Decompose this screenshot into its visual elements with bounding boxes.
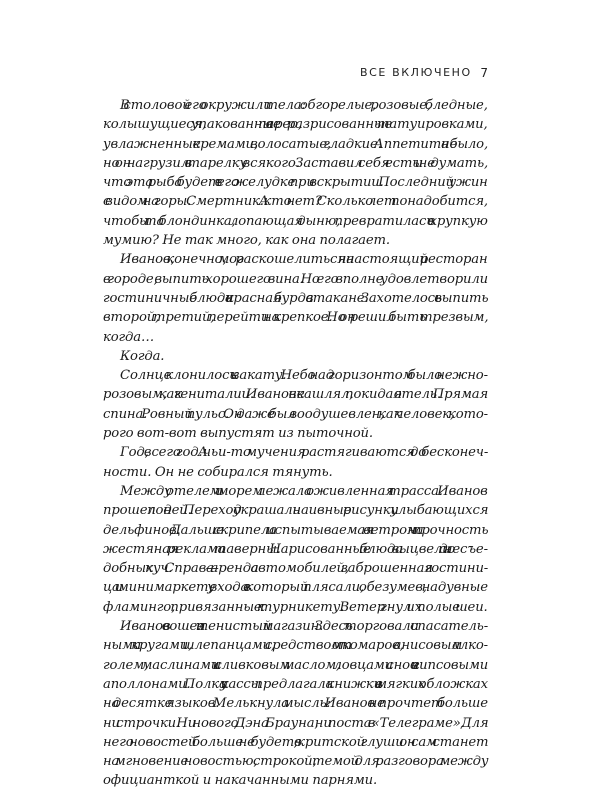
text-line: с видом на горы. Смертник. А кто нет? Сколько лет понадобится, xyxy=(103,194,488,210)
text-line: Солнце клонилось к закату. Небо над горизонтом было нежно- xyxy=(120,368,488,384)
text-line: чтобы та блондинка, лопающая дыню, превратилась в хрупкую xyxy=(103,213,488,229)
text-line: гостиничные блюда и красная бурда в стакане. Захотелось выпить xyxy=(103,290,489,306)
text-line: мумию? Не так много, как она полагает. xyxy=(103,233,390,249)
text-line: на десятке языков. Мелькнула мысль: Иванов не прочтет больше xyxy=(103,696,488,712)
text-line: аполлонами. Полка у кассы предлагала книжки в мягких обложках xyxy=(103,676,488,692)
text-line: Между отелем и морем лежала оживленная трасса. Иванов xyxy=(120,483,488,499)
text-line: в городе, выпить хорошего вина. Но его вполне удовлетворили xyxy=(103,271,488,287)
text-line: но он нагрузил в тарелку всякого. Заставил себя есть и не думать, xyxy=(103,155,489,171)
text-line: увлажненные кремами, волосатые, гладкие. Аппетита не было, xyxy=(103,136,489,152)
text-line: спина. Ровный пульс. Он даже был воодушевлен, как человек, кото- xyxy=(103,406,488,422)
text-line: ными кругами, шлепанцами, средством от комаров, анисовым алко- xyxy=(103,638,488,654)
text-line: голем, маслинами и сливковым маслом, ловцами снов и гипсовыми xyxy=(103,657,489,673)
page-number: 7 xyxy=(480,66,488,80)
text-line: второй, третий, перейти на крепкое. Но он решил быть трезвым, xyxy=(103,310,489,326)
text-line: ни строчки. Ни нового Дэна Брауна, ни поста в «Телеграме». Для xyxy=(103,715,489,731)
text-line: фламинго, привязанные к турникету. Ветер гнул их полые шеи. xyxy=(103,599,488,615)
text-line: прошел под ней. Переход украшали наивные рисунки улыбающихся xyxy=(103,503,489,519)
text-line: официанткой и накачанными парнями. xyxy=(103,773,378,789)
text-line: Иванов вошел в тенистый магазин. Здесь торговали спасатель- xyxy=(120,619,489,635)
text-line: колышущиеся, упакованные в парео, разрисованные татуировками, xyxy=(103,117,488,133)
text-line: него новостей больше не будет; в критской глуши он сам станет xyxy=(103,734,489,750)
running-header xyxy=(360,66,488,82)
body-text xyxy=(103,96,488,791)
running-title: ВСЕ ВКЛЮЧЕНО xyxy=(360,66,472,79)
text-line: дельфинов. Дальше скрипела испытываемая ветром на прочность xyxy=(103,522,489,538)
text-line: когда… xyxy=(103,329,154,345)
text-line: рого вот-вот выпустят из пыточной. xyxy=(103,426,373,442)
text-line: жестяная реклама таверны. Нарисованные блюда выцвели до несъе- xyxy=(103,541,488,557)
text-line: розовым, как гениталии. Иванов не кашлял, покидая отель. Прямая xyxy=(103,387,489,403)
text-line: В столовой его окружили тела: обгорелые, розовые, бледные, xyxy=(120,98,488,113)
text-line: что эта рыба будет в его желудке при вскрытии. Последний ужин xyxy=(103,175,488,191)
text-line: Год, всего год. А чьи-то мучения растягиваются до бесконеч- xyxy=(120,445,489,461)
text-line: добных куч. Справа — аренда автомобилей, заброшенная гостини- xyxy=(103,561,489,577)
text-line: на мгновение новостью, строкой, темой для разговора между xyxy=(103,754,489,770)
text-line: ца и минимаркет, у входа в который плясали, обезумев, надувные xyxy=(103,580,488,596)
text-line: ности. Он не собирался тянуть. xyxy=(103,464,333,480)
text-line: Иванов, конечно, мог раскошелиться на настоящий ресторан xyxy=(120,252,488,268)
text-line: Когда. xyxy=(120,348,165,364)
